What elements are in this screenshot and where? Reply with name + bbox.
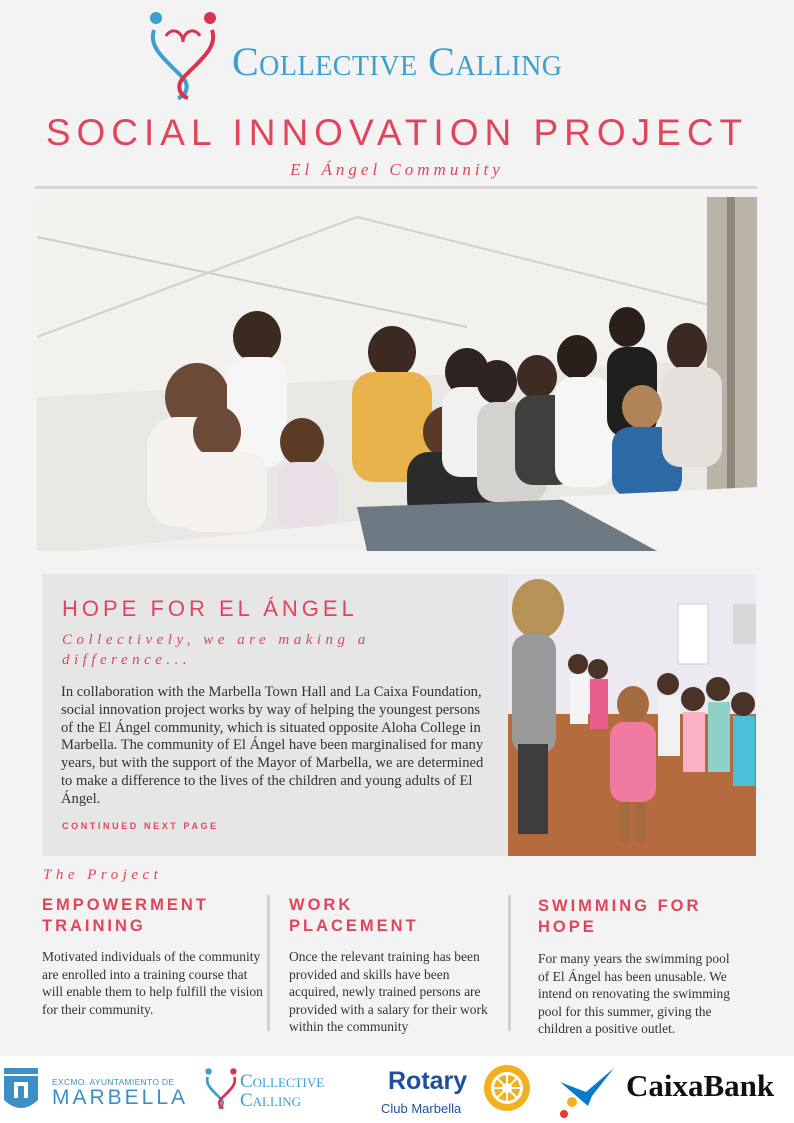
swimming-for-hope-text: For many years the swimming pool of El Ángel has been unusable. We intend on renovating the swimming pool for this summer, giving the children a positive outlet.	[538, 951, 730, 1036]
column-divider	[267, 895, 270, 1031]
rotary-name: Rotary	[388, 1067, 468, 1095]
collective-calling-logo-icon	[146, 8, 220, 100]
brand-name: Collective Calling	[232, 39, 563, 84]
collective-calling-small-logo-icon	[204, 1066, 238, 1110]
page-title: SOCIAL INNOVATION PROJECT	[45, 112, 749, 153]
caixabank-name: CaixaBank	[626, 1068, 775, 1103]
marbella-council-label: EXCMO. AYUNTAMIENTO DE	[52, 1077, 175, 1087]
column-divider	[508, 895, 511, 1031]
footer-cc-line1: Collective	[240, 1071, 325, 1092]
children-lined-up-photo	[508, 574, 756, 856]
caixabank-star-icon	[552, 1062, 620, 1118]
marbella-name: MARBELLA	[52, 1086, 189, 1109]
page-subtitle: El Ángel Community	[290, 160, 504, 179]
feature-heading: HOPE FOR EL ÁNGEL	[62, 596, 358, 621]
feature-body: In collaboration with the Marbella Town Hall and La Caixa Foundation, social innovation project works by way of helping the youngest persons of the El Ángel community, which is situated opposite Aloha College in Marbella. The community of El Ángel have been marginalised for many years, but with the support of the Mayor of Marbella, we are determined to make a difference to the lives of the children and young adults of El Ángel.	[61, 684, 484, 807]
footer-cc-line2: Calling	[240, 1090, 302, 1111]
work-placement-text: Once the relevant training has been provided and skills have been acquired, newly trained persons are provided with a salary for their work within the community	[289, 949, 488, 1034]
collective-calling-footer-name	[240, 1072, 324, 1110]
swimming-for-hope-heading: SWIMMING FOR HOPE	[538, 897, 702, 936]
hero-group-photo	[37, 197, 757, 551]
header-divider	[35, 186, 757, 189]
project-section-label: The Project	[43, 867, 163, 883]
rotary-wheel-icon	[482, 1063, 532, 1113]
empowerment-training-text: Motivated individuals of the community are enrolled into a training course that will enable them to help fulfill the vision for their community.	[42, 949, 263, 1017]
empowerment-training-heading: EMPOWERMENT TRAINING	[42, 896, 209, 935]
marbella-crest-icon	[0, 1062, 42, 1118]
feature-tagline: Collectively, we are making a difference...	[62, 632, 370, 668]
rotary-club-name: Club Marbella	[381, 1101, 462, 1116]
continued-next-page-link[interactable]: CONTINUED NEXT PAGE	[62, 821, 219, 831]
work-placement-heading: WORK PLACEMENT	[289, 896, 419, 935]
